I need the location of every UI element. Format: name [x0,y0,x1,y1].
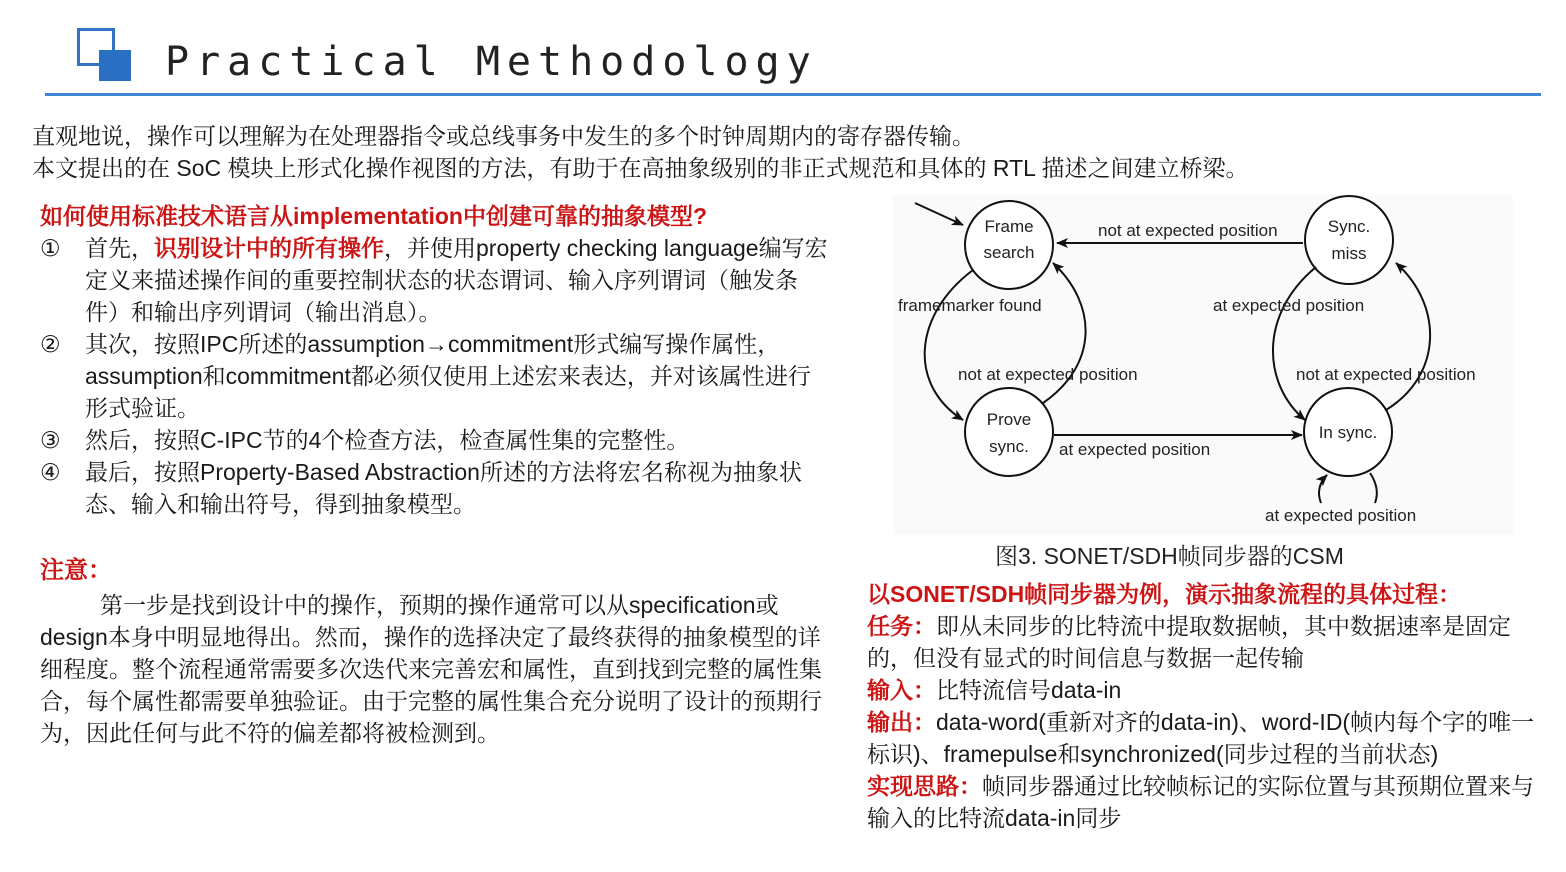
logo-filled-square [99,50,131,81]
example-item-output [867,706,1547,770]
example-item-task [867,610,1547,674]
step-item [40,232,830,328]
intro-line: 本文提出的在 SoC 模块上形式化操作视图的方法，有助于在高抽象级别的非正式规范和具体的 RTL 描述之间建立桥梁。 [32,155,1249,181]
item-label: 实现思路： [867,773,982,799]
step-highlight: 识别设计中的所有操作 [154,235,384,261]
step-body: ，并使用property checking language编写宏定义来描述操作间的重要控制状态的状态谓词、输入序列谓词（触发条件）和输出序列谓词（输出消息）。 [85,235,828,325]
state-in-sync [1304,388,1392,476]
example-item-input [867,674,1547,706]
figure-caption: 图3. SONET/SDH帧同步器的CSM [995,543,1344,569]
page-title: Practical Methodology [165,39,818,85]
step-item [40,424,830,456]
title-divider [45,93,1541,96]
step-number: ④ [40,459,61,485]
svg-text:miss: miss [1331,244,1367,263]
svg-text:at expected position: at expected position [1059,440,1211,459]
intro-text [32,120,1248,184]
item-label: 输出： [867,709,936,735]
step-item [40,456,830,520]
example-item-approach [867,770,1547,834]
state-frame-search [965,201,1053,289]
svg-text:not at expected position: not at expected position [1098,221,1278,240]
svg-text:at expected position: at expected position [1213,296,1365,315]
svg-text:at expected position: at expected position [1265,506,1417,525]
note-heading: 注意： [40,557,112,584]
svg-text:Frame: Frame [984,217,1034,236]
logo-icon [77,28,133,82]
example-section [867,578,1547,834]
state-machine-diagram [893,195,1513,535]
svg-text:not at expected position: not at expected position [1296,365,1476,384]
note-section [40,555,830,749]
svg-text:framemarker found: framemarker found [898,296,1042,315]
step-text: 其次，按照IPC所述的assumption→commitment形式编写操作属性，assumption和commitment都必须仅使用上述宏来表达，并对该属性进行形式验证。 [85,331,811,421]
intro-line: 直观地说，操作可以理解为在处理器指令或总线事务中发生的多个时钟周期内的寄存器传输。 [32,123,975,149]
question-title: 如何使用标准技术语言从implementation中创建可靠的抽象模型? [40,203,708,229]
step-number: ② [40,331,61,357]
svg-text:Prove: Prove [986,410,1032,429]
svg-text:In sync.: In sync. [1318,423,1378,442]
item-text: 帧同步器通过比较帧标记的实际位置与其预期位置来与输入的比特流data-in同步 [867,773,1534,831]
item-label: 任务： [867,613,936,639]
step-text: 然后，按照C-IPC节的4个检查方法，检查属性集的完整性。 [85,427,690,453]
svg-text:Sync.: Sync. [1327,217,1371,236]
item-label: 输入： [867,677,936,703]
state-prove-sync [965,388,1053,476]
step-item [40,328,830,424]
example-title: 以SONET/SDH帧同步器为例，演示抽象流程的具体过程： [867,581,1462,607]
item-text: 即从未同步的比特流中提取数据帧，其中数据速率是固定的，但没有显式的时间信息与数据一起传输 [867,613,1511,671]
svg-text:not at expected position: not at expected position [958,365,1138,384]
step-text: 最后，按照Property-Based Abstraction所述的方法将宏名称视为抽象状态、输入和输出符号，得到抽象模型。 [85,459,802,517]
item-text: 比特流信号data-in [936,677,1122,703]
state-sync-miss [1305,196,1393,284]
step-number: ③ [40,427,61,453]
step-number: ① [40,235,61,261]
step-prefix: 首先， [85,235,154,261]
svg-text:search: search [983,243,1035,262]
svg-text:sync.: sync. [989,437,1029,456]
note-paragraph: 第一步是找到设计中的操作，预期的操作通常可以从specification或design本身中明显地得出。然而，操作的选择决定了最终获得的抽象模型的详细程度。整个流程通常需要多次迭代来完善宏和属性，直到找到完整的属性集合，每个属性都需要单独验证。由于完整的属性集合充分说明了设计的预期行为，因此任何与此不符的偏差都将被检测到。 [40,592,822,746]
step-text [85,232,830,328]
item-text: data-word(重新对齐的data-in)、word-ID(帧内每个字的唯一标识)、framepulse和synchronized(同步过程的当前状态) [867,709,1535,767]
method-section [40,200,830,520]
